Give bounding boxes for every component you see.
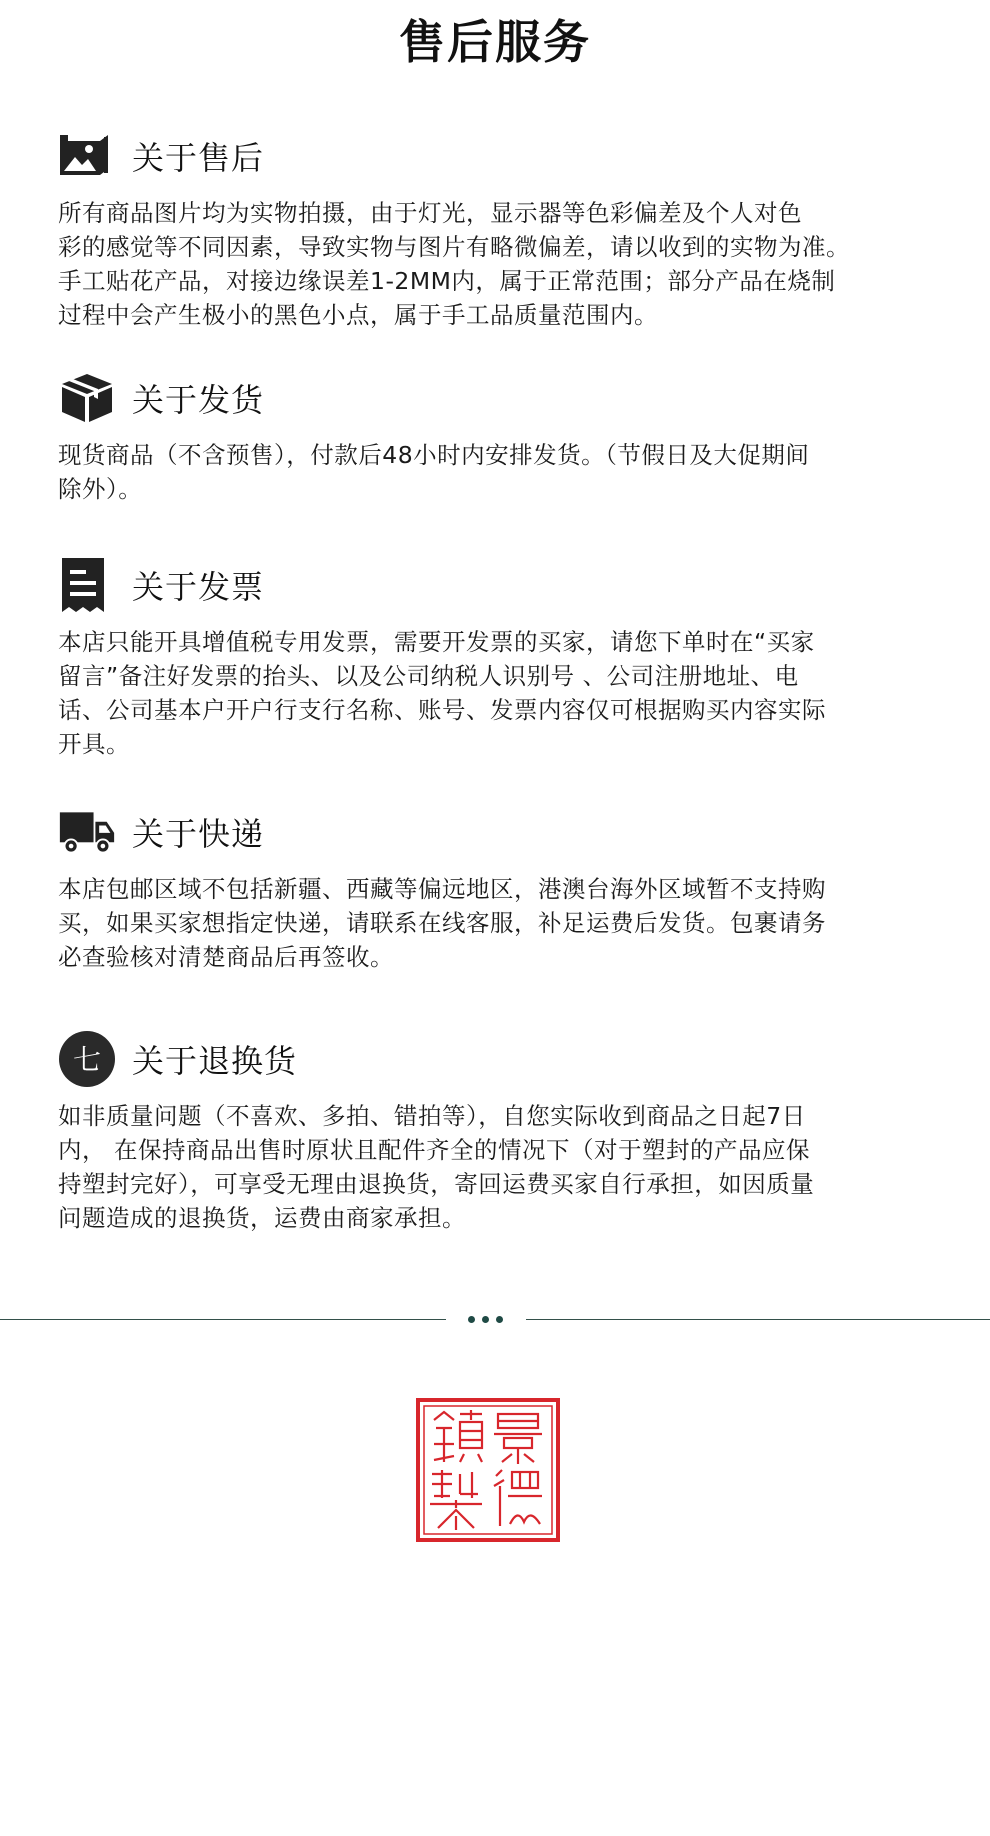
page-title: 售后服务 <box>399 15 591 69</box>
delivery-truck-icon <box>58 804 116 860</box>
seven-circle-icon <box>58 1031 116 1087</box>
section-body: 本店包邮区域不包括新疆、西藏等偏远地区，港澳台海外区域暂不支持购 买，如果买家想指定快递，请联系在线客服，补足运费后发货。包裹请务 必查验核对清楚商品后再签收。 <box>58 875 826 971</box>
section-title: 关于发货 <box>132 381 265 419</box>
section-body: 所有商品图片均为实物拍摄，由于灯光，显示器等色彩偏差及个人对色 彩的感觉等不同因素，导致实物与图片有略微偏差，请以收到的实物为准。 手工贴花产品，对接边缘误差1-2MM内，属于正常范围；部分产品在烧制 过程中会产生极小的黑色小点，属于手工品质量范围内。 <box>58 199 850 329</box>
section-body: 现货商品（不含预售），付款后48小时内安排发货。（节假日及大促期间 除外）。 <box>58 441 810 503</box>
section-invoice <box>58 557 958 761</box>
receipt-icon <box>58 557 116 613</box>
section-title: 关于快递 <box>132 815 265 853</box>
section-returns <box>58 1031 958 1235</box>
section-body: 本店只能开具增值税专用发票，需要开发票的买家，请您下单时在“买家 留言”备注好发票的抬头、以及公司纳税人识别号 、公司注册地址、电 话、公司基本户开户行支行名称、账号、发票内容仅可根据购买内容实际 开具。 <box>58 628 826 758</box>
section-express <box>58 804 958 974</box>
photo-icon <box>58 128 116 184</box>
section-title: 关于发票 <box>132 568 265 606</box>
section-body: 如非质量问题（不喜欢、多拍、错拍等），自您实际收到商品之日起7日 内， 在保持商品出售时原状且配件齐全的情况下（对于塑封的产品应保 持塑封完好），可享受无理由退换货，寄回运费买家自行承担，如因质量 问题造成的退换货，运费由商家承担。 <box>58 1102 815 1232</box>
svg-text:七: 七 <box>72 1043 102 1076</box>
section-divider <box>0 1310 990 1330</box>
section-title: 关于退换货 <box>132 1042 298 1080</box>
brand-seal-stamp <box>416 1398 560 1542</box>
section-after-sales <box>58 128 958 332</box>
section-shipping <box>58 370 958 506</box>
section-title: 关于售后 <box>132 139 265 177</box>
package-box-icon <box>58 370 116 426</box>
